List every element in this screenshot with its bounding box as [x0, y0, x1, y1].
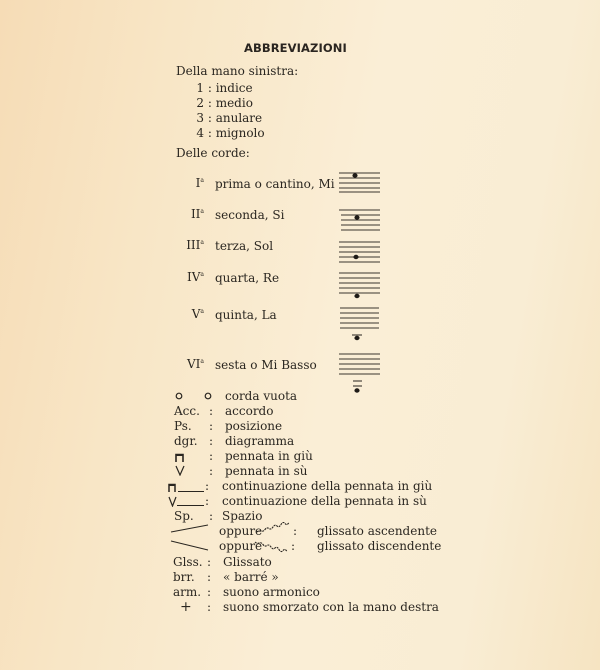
- roman-numeral: I: [195, 176, 201, 190]
- abbr-desc: Glissato: [223, 555, 272, 569]
- separator: :: [209, 449, 214, 463]
- finger-number: 2: [196, 96, 204, 110]
- note-head: [354, 336, 359, 340]
- staff-icon: [339, 170, 381, 194]
- abbr-desc: continuazione della pennata in giù: [222, 479, 433, 493]
- finger-name: mignolo: [215, 126, 265, 140]
- note-head: [353, 255, 358, 259]
- roman-numeral: III: [186, 238, 201, 252]
- string-name: prima o cantino, Mi: [215, 177, 335, 191]
- down-stroke-icon: [175, 452, 185, 466]
- alt-label: oppure: [219, 539, 263, 553]
- staff-string-2: [339, 208, 381, 232]
- separator: :: [207, 126, 212, 140]
- plus-icon: +: [180, 599, 192, 615]
- staff-icon: [339, 271, 381, 299]
- abbr-desc: glissato discendente: [317, 539, 442, 553]
- staff-icon: [339, 240, 381, 264]
- glissando-descending-wavy-icon: [254, 539, 294, 556]
- string-number: [164, 176, 204, 190]
- staff-string-6: [339, 352, 381, 396]
- separator: :: [207, 570, 212, 584]
- string-number: [164, 238, 204, 252]
- staff-string-4: [339, 271, 381, 299]
- staff-string-5: [339, 306, 381, 344]
- note-head: [354, 294, 359, 298]
- abbr-key: arm.: [173, 585, 202, 599]
- abbr-desc: accordo: [225, 404, 274, 418]
- finger-item: [190, 126, 265, 140]
- separator: :: [207, 555, 212, 569]
- abbr-key: Glss.: [173, 555, 203, 569]
- separator: :: [293, 524, 298, 538]
- separator: :: [207, 81, 212, 95]
- open-string-symbol: [175, 389, 215, 404]
- staff-icon: [339, 352, 381, 396]
- continue-up-stroke-icon: [168, 496, 208, 510]
- string-name: seconda, Si: [215, 208, 285, 222]
- finger-number: 4: [196, 126, 204, 140]
- separator: :: [207, 585, 212, 599]
- finger-number: 3: [196, 111, 204, 125]
- abbr-key: brr.: [173, 570, 195, 584]
- string-name: quinta, La: [215, 308, 277, 322]
- note-head: [354, 388, 359, 392]
- abbr-desc: suono smorzato con la mano destra: [223, 600, 439, 614]
- ordinal-suffix: a: [200, 177, 204, 184]
- abbr-desc: « barré »: [223, 570, 279, 584]
- continue-down-stroke-icon: [168, 482, 208, 496]
- roman-numeral: IV: [187, 270, 201, 284]
- string-number: [164, 357, 204, 371]
- finger-name: indice: [215, 81, 253, 95]
- string-name: terza, Sol: [215, 239, 274, 253]
- abbr-desc: continuazione della pennata in sù: [222, 494, 427, 508]
- separator: :: [207, 600, 212, 614]
- separator: :: [209, 404, 214, 418]
- string-number: [164, 270, 204, 284]
- ordinal-suffix: a: [200, 208, 204, 215]
- abbr-desc: diagramma: [225, 434, 295, 448]
- staff-icon: [339, 208, 381, 232]
- finger-item: [190, 111, 262, 125]
- abbr-key: Sp.: [174, 509, 194, 523]
- ordinal-suffix: a: [200, 358, 204, 365]
- open-circle-icon: [175, 389, 215, 401]
- staff-string-1: [339, 170, 381, 194]
- alt-label: oppure: [219, 524, 263, 538]
- left-hand-heading: Della mano sinistra:: [176, 64, 299, 78]
- roman-numeral: II: [190, 207, 201, 221]
- abbr-desc: corda vuota: [225, 389, 298, 403]
- abbr-desc: pennata in sù: [225, 464, 308, 478]
- finger-name: medio: [215, 96, 253, 110]
- string-number: [164, 207, 204, 221]
- roman-numeral: V: [191, 307, 201, 321]
- finger-item: [190, 81, 253, 95]
- separator: :: [209, 434, 214, 448]
- separator: :: [209, 464, 214, 478]
- finger-number: 1: [196, 81, 204, 95]
- ordinal-suffix: a: [200, 308, 204, 315]
- roman-numeral: VI: [187, 357, 201, 371]
- separator: :: [205, 479, 210, 493]
- abbr-key: Acc.: [174, 404, 200, 418]
- string-name: quarta, Re: [215, 271, 280, 285]
- note-head: [354, 215, 359, 219]
- separator: :: [207, 111, 212, 125]
- finger-item: [190, 96, 253, 110]
- strings-heading: Delle corde:: [176, 146, 250, 160]
- staff-string-3: [339, 240, 381, 264]
- abbr-desc: Spazio: [222, 509, 263, 523]
- string-number: [164, 307, 204, 321]
- finger-name: anulare: [215, 111, 263, 125]
- ordinal-suffix: a: [200, 239, 204, 246]
- up-stroke-icon: [175, 465, 185, 479]
- note-head: [352, 173, 357, 177]
- separator: :: [209, 419, 214, 433]
- ordinal-suffix: a: [200, 271, 204, 278]
- abbr-desc: suono armonico: [223, 585, 320, 599]
- separator: :: [291, 539, 296, 553]
- separator: :: [207, 96, 212, 110]
- abbr-key: Ps.: [174, 419, 192, 433]
- glissando-descending-line-icon: [170, 539, 210, 554]
- separator: :: [209, 509, 214, 523]
- abbr-desc: pennata in giù: [225, 449, 313, 463]
- staff-icon: [339, 306, 381, 344]
- glissando-ascending-wavy-icon: [256, 522, 296, 537]
- separator: :: [205, 494, 210, 508]
- glissando-ascending-line-icon: [170, 522, 210, 537]
- abbr-desc: glissato ascendente: [317, 524, 437, 538]
- string-name: sesta o Mi Basso: [215, 358, 317, 372]
- abbr-key: dgr.: [174, 434, 198, 448]
- page-title: ABBREVIAZIONI: [244, 41, 347, 55]
- abbr-desc: posizione: [225, 419, 283, 433]
